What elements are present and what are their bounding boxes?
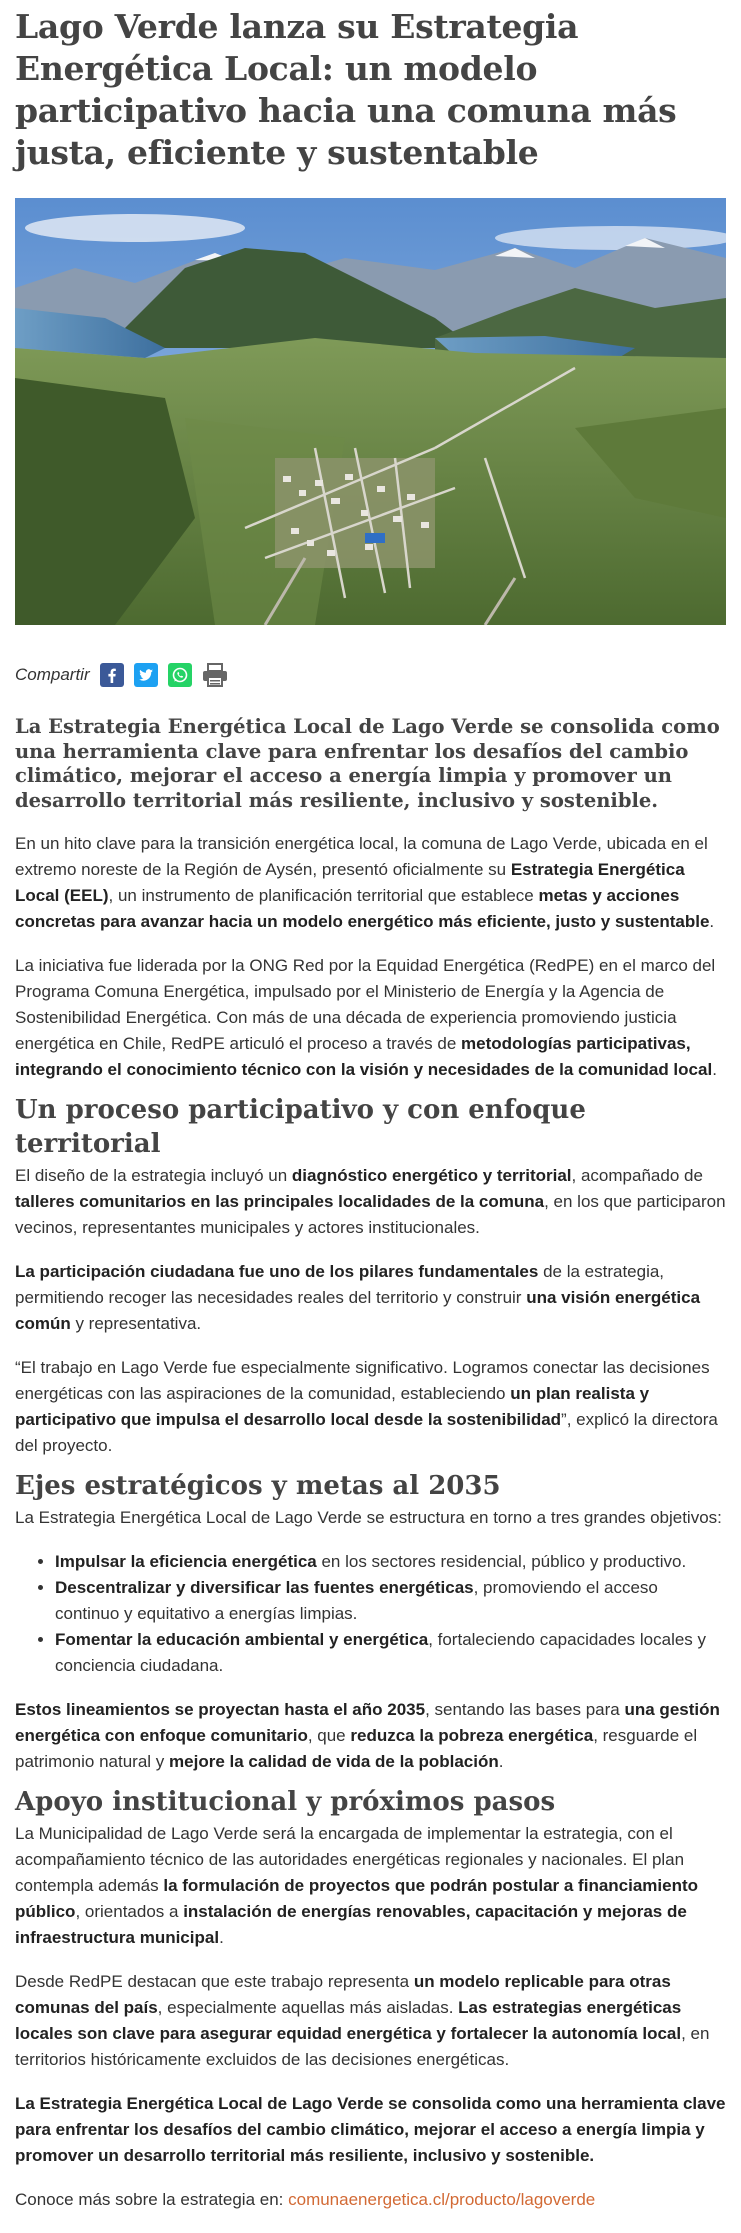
article-lead: La Estrategia Energética Local de Lago Verde se consolida como una herramienta clave para enfrentar los desafíos del cambio climático, mejorar el acceso a energía limpia y promover un desarrollo territorial más resiliente, inclusivo y sostenible. [15,715,720,812]
section-heading-apoyo: Apoyo institucional y próximos pasos [15,1787,556,1817]
list-item: • Descentralizar y diversificar las fuentes energéticas, promoviendo el acceso continuo y equitativo a energías limpias. [55,1575,726,1627]
paragraph-11: Conoce más sobre la estrategia en: comunaenergetica.cl/producto/lagoverde [15,2190,596,2209]
paragraph-1: En un hito clave para la transición energética local, la comuna de Lago Verde, ubicada en el extremo noreste de la Región de Aysén, presentó oficialmente su Estrategia Energética Local (EEL), un instrumento de planificación territorial que establece metas y acciones concretas para avanzar hacia un modelo energético más eficiente, justo y sustentable. [15,834,715,931]
goals-list [15,1549,726,1679]
paragraph-4: La participación ciudadana fue uno de los pilares fundamentales de la estrategia, permitiendo recoger las necesidades reales del territorio y construir una visión energética común y representativa. [15,1262,701,1333]
share-bar [15,657,726,693]
section-heading-ejes: Ejes estratégicos y metas al 2035 [15,1471,501,1501]
hero-image [15,198,726,625]
paragraph-9: Desde RedPE destacan que este trabajo representa un modelo replicable para otras comunas del país, especialmente aquellas más aisladas. Las estrategias energéticas locales son clave para asegurar equidad energética y fortalecer la autonomía local, en territorios históricamente excluidos de las decisiones energéticas. [15,1972,710,2069]
whatsapp-icon[interactable] [168,663,192,687]
paragraph-8: La Municipalidad de Lago Verde será la encargada de implementar la estrategia, con el acompañamiento técnico de las autoridades energéticas regionales y nacionales. El plan contempla además la formulación de proyectos que podrán postular a financiamiento público, orientados a instalación de energías renovables, capacitación y mejoras de infraestructura municipal. [15,1824,699,1947]
facebook-icon[interactable] [100,663,124,687]
share-label: Compartir [15,665,90,684]
list-item: • Impulsar la eficiencia energética en los sectores residencial, público y productivo. [55,1549,726,1575]
paragraph-7: Estos lineamientos se proyectan hasta el año 2035, sentando las bases para una gestión energética con enfoque comunitario, que reduzca la pobreza energética, resguarde el patrimonio natural y mejore la calidad de vida de la población. [15,1700,720,1771]
strategy-link[interactable]: comunaenergetica.cl/producto/lagoverde [288,2190,596,2209]
section-heading-participativo: Un proceso participativo y con enfoque territorial [15,1095,586,1159]
twitter-icon[interactable] [134,663,158,687]
paragraph-3: El diseño de la estrategia incluyó un diagnóstico energético y territorial, acompañado de talleres comunitarios en las principales localidades de la comuna, en los que participaron vecinos, representantes municipales y actores institucionales. [15,1166,726,1237]
quote-paragraph: “El trabajo en Lago Verde fue especialmente significativo. Logramos conectar las decisiones energéticas con las aspiraciones de la comunidad, estableciendo un plan realista y participativo que impulsa el desarrollo local desde la sostenibilidad”, explicó la directora del proyecto. [15,1358,718,1455]
paragraph-6: La Estrategia Energética Local de Lago Verde se estructura en torno a tres grandes objetivos: [15,1508,722,1527]
paragraph-2: La iniciativa fue liderada por la ONG Red por la Equidad Energética (RedPE) en el marco del Programa Comuna Energética, impulsado por el Ministerio de Energía y la Agencia de Sostenibilidad Energética. Con más de una década de experiencia promoviendo justicia energética en Chile, RedPE articuló el proceso a través de metodologías participativas, integrando el conocimiento técnico con la visión y necesidades de la comunidad local. [15,956,717,1079]
article-title: Lago Verde lanza su Estrategia Energética Local: un modelo participativo hacia una comuna más justa, eficiente y sustentable [15,7,677,172]
page-bottom-space [15,2213,726,2233]
print-icon[interactable] [202,663,228,687]
paragraph-10: La Estrategia Energética Local de Lago Verde se consolida como una herramienta clave para enfrentar los desafíos del cambio climático, mejorar el acceso a energía limpia y promover un desarrollo territorial más resiliente, inclusivo y sostenible. [15,2094,726,2165]
list-item: • Fomentar la educación ambiental y energética, fortaleciendo capacidades locales y conciencia ciudadana. [55,1627,726,1679]
